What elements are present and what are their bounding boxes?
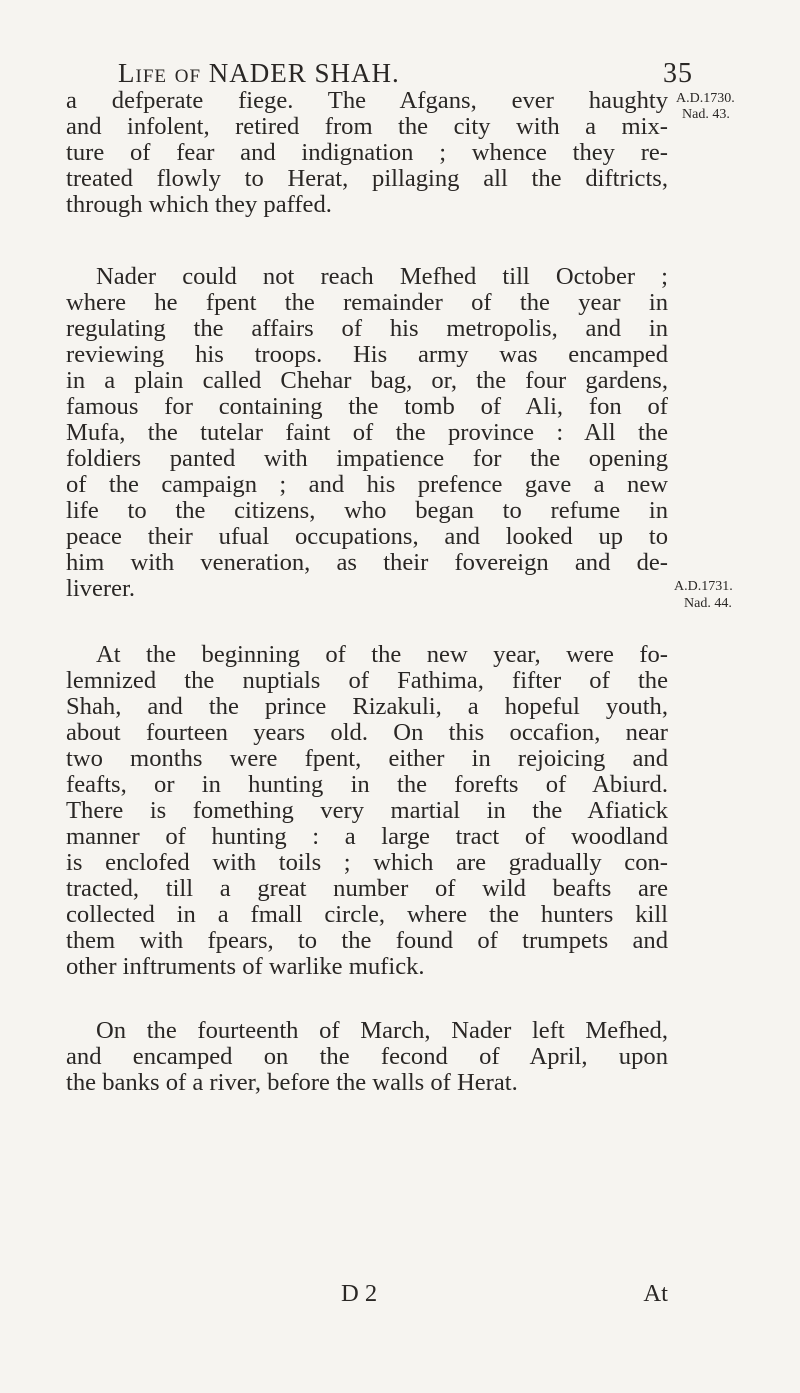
catchword: At	[643, 1280, 668, 1307]
text-line: a defperate fiege. The Afgans, ever haughty	[66, 87, 668, 114]
page-footer	[66, 1280, 668, 1310]
text-line: tracted, till a great number of wild beafts are	[66, 875, 668, 902]
text-line: life to the citizens, who began to refume in	[66, 497, 668, 524]
text-line: famous for containing the tomb of Ali, fon of	[66, 393, 668, 420]
text-line: manner of hunting : a large tract of woodland	[66, 823, 668, 850]
paragraph-2	[66, 264, 668, 602]
paragraph-4	[66, 1018, 668, 1096]
margin-note-nad-43: Nad. 43.	[682, 107, 730, 122]
page-number: 35	[663, 58, 693, 89]
text-line: about fourteen years old. On this occafion, near	[66, 719, 668, 746]
text-line: liverer.	[66, 575, 135, 602]
text-line: is enclofed with toils ; which are gradually con-	[66, 849, 668, 876]
text-line: and infolent, retired from the city with a mix-	[66, 113, 668, 140]
paragraph-gap	[66, 218, 668, 264]
text-line: other inftruments of warlike mufick.	[66, 953, 425, 980]
text-line: of the campaign ; and his prefence gave a new	[66, 471, 668, 498]
body-text	[66, 88, 668, 1096]
text-line: through which they paffed.	[66, 191, 332, 218]
text-line: feafts, or in hunting in the forefts of Abiurd.	[66, 771, 668, 798]
running-head-title: Life of NADER SHAH.	[118, 58, 400, 88]
text-line: lemnized the nuptials of Fathima, fifter of the	[66, 667, 668, 694]
text-line: where he fpent the remainder of the year in	[66, 289, 668, 316]
text-line: Mufa, the tutelar faint of the province : All the	[66, 419, 668, 446]
text-line: treated flowly to Herat, pillaging all the diftricts,	[66, 165, 668, 192]
text-line: There is fomething very martial in the Afiatick	[66, 797, 668, 824]
paragraph-3	[66, 642, 668, 980]
text-line: foldiers panted with impatience for the opening	[66, 445, 668, 472]
text-line: peace their ufual occupations, and looked up to	[66, 523, 668, 550]
text-line: Shah, and the prince Rizakuli, a hopeful youth,	[66, 693, 668, 720]
margin-note-year-1730: A.D.1730.	[676, 91, 735, 106]
text-line: regulating the affairs of his metropolis, and in	[66, 315, 668, 342]
text-line: him with veneration, as their fovereign and de-	[66, 549, 668, 576]
text-line: in a plain called Chehar bag, or, the four gardens,	[66, 367, 668, 394]
text-line: reviewing his troops. His army was encamped	[66, 341, 668, 368]
margin-note-year-1731: A.D.1731.	[674, 579, 733, 594]
text-line: At the beginning of the new year, were fo-	[96, 641, 668, 668]
paragraph-gap	[66, 602, 668, 642]
text-line: the banks of a river, before the walls of Herat.	[66, 1069, 518, 1096]
text-line: and encamped on the fecond of April, upon	[66, 1043, 668, 1070]
text-line: them with fpears, to the found of trumpets and	[66, 927, 668, 954]
text-line: two months were fpent, either in rejoicing and	[66, 745, 668, 772]
text-line: Nader could not reach Mefhed till October ;	[96, 263, 668, 290]
paragraph-gap	[66, 980, 668, 1018]
text-line: collected in a fmall circle, where the hunters kill	[66, 901, 668, 928]
signature-mark: D 2	[341, 1280, 378, 1307]
margin-note-nad-44: Nad. 44.	[684, 596, 732, 611]
text-line: ture of fear and indignation ; whence they re-	[66, 139, 668, 166]
text-line: On the fourteenth of March, Nader left Mefhed,	[96, 1017, 668, 1044]
paragraph-1	[66, 88, 668, 218]
